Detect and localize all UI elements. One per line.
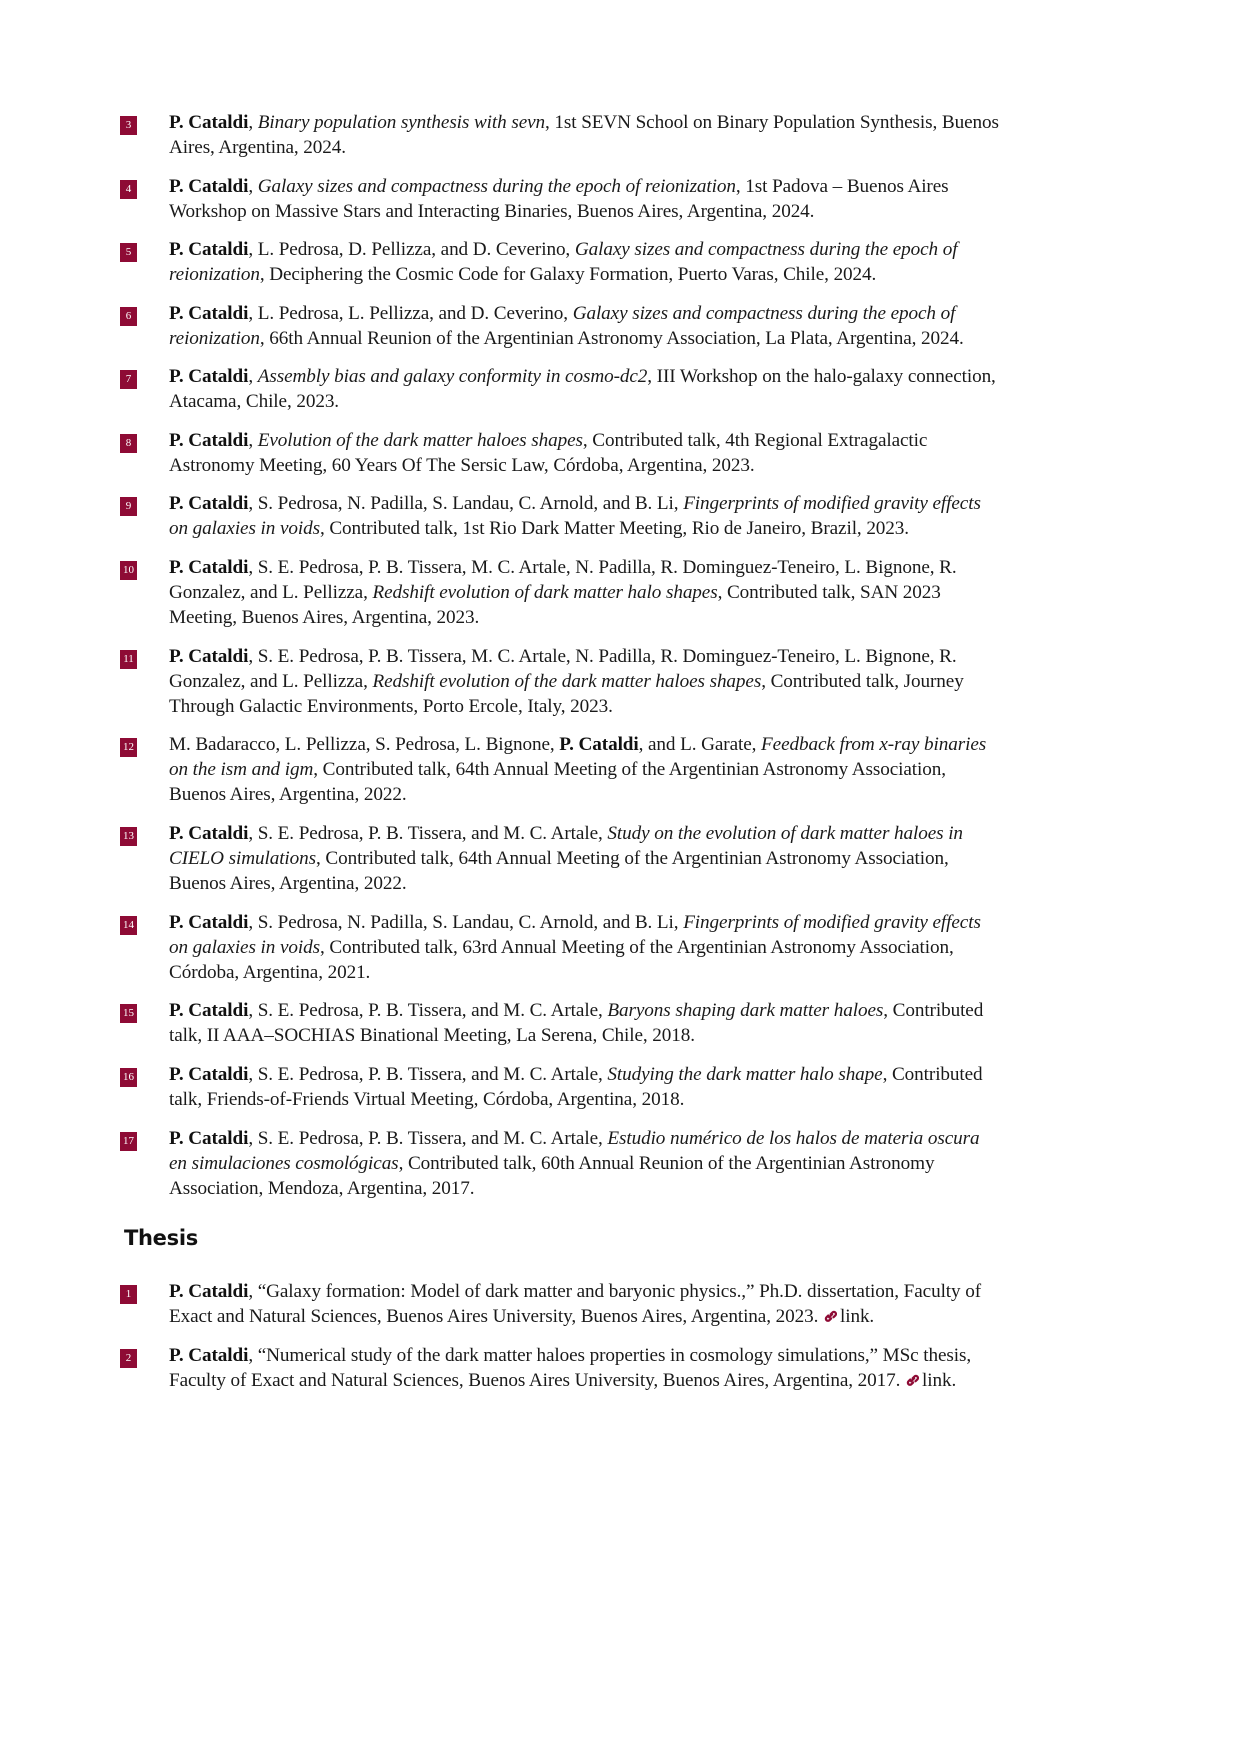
thesis-link-label: link. [839,1306,875,1328]
entry-citation [169,1279,999,1329]
entry-number-badge: 11 [120,650,137,669]
author-highlight: P. Cataldi [169,303,249,324]
coauthors-before: M. Badaracco, L. Pellizza, S. Pedrosa, L. Bignone, [169,734,560,755]
entry-number-badge: 14 [120,916,137,935]
entry-citation [169,732,999,808]
coauthors: , L. Pedrosa, D. Pellizza, and D. Ceverino, [248,239,575,260]
entry-number-badge: 7 [120,370,137,389]
entry-citation [169,644,999,720]
author-highlight: P. Cataldi [169,112,249,133]
coauthors: , S. E. Pedrosa, P. B. Tissera, and M. C. Artale, [248,1128,608,1149]
talk-title: Estudio numérico de los halos de materia oscura en simulaciones cosmológicas [169,1128,980,1175]
link-icon [905,1368,919,1393]
venue-details: , Contributed talk, 60th Annual Reunion of the Argentinian Astronomy Association, Mendoza, Argentina, 2017. [169,1153,935,1200]
venue-details: , Contributed talk, 1st Rio Dark Matter Meeting, Rio de Janeiro, Brazil, 2023. [319,518,909,540]
entry-citation [169,174,999,224]
coauthors: , S. Pedrosa, N. Padilla, S. Landau, C. Arnold, and B. Li, [248,912,684,933]
coauthors: , S. E. Pedrosa, P. B. Tissera, and M. C. Artale, [248,1000,608,1021]
talk-title: Study on the evolution of dark matter haloes in CIELO simulations [169,823,963,870]
author-highlight: P. Cataldi [169,493,249,514]
author-highlight: P. Cataldi [169,1064,249,1085]
entry-number-badge: 1 [120,1285,137,1304]
thesis-details: , “Numerical study of the dark matter haloes properties in cosmology simulations,” MSc thesis, Faculty of Exact and Natural Sciences, Buenos Aires University, Buenos Aires, Argentina, 2017. [169,1345,972,1392]
coauthors: , [248,430,258,451]
entry-citation [169,998,999,1048]
entry-citation [169,364,999,414]
coauthors: , [248,112,258,133]
entry-number-badge: 6 [120,307,137,326]
author-highlight: P. Cataldi [169,239,249,260]
entry-number-badge: 5 [120,243,137,262]
venue-details: , Contributed talk, 64th Annual Meeting of the Argentinian Astronomy Association, Buenos Aires, Argentina, 2022. [169,759,946,806]
author-highlight: P. Cataldi [169,1000,249,1021]
entry-citation [169,821,999,897]
entry-citation [169,428,999,478]
entry-number-badge: 16 [120,1068,137,1087]
talk-title: Galaxy sizes and compactness during the epoch of reionization [257,176,736,197]
author-highlight: P. Cataldi [169,430,249,451]
venue-details: , Contributed talk, SAN 2023 Meeting, Buenos Aires, Argentina, 2023. [169,582,941,629]
venue-details: , Contributed talk, Journey Through Galactic Environments, Porto Ercole, Italy, 2023. [169,671,964,718]
venue-details: , Contributed talk, Friends-of-Friends Virtual Meeting, Córdoba, Argentina, 2018. [169,1064,983,1111]
venue-details: , Contributed talk, II AAA–SOCHIAS Binational Meeting, La Serena, Chile, 2018. [169,1000,984,1047]
coauthors: , S. Pedrosa, N. Padilla, S. Landau, C. Arnold, and B. Li, [248,493,684,514]
coauthors: , S. E. Pedrosa, P. B. Tissera, and M. C. Artale, [248,823,608,844]
entry-number-badge: 13 [120,827,137,846]
entry-number-badge: 4 [120,180,137,199]
author-highlight: P. Cataldi [169,1128,249,1149]
entry-number-badge: 2 [120,1349,137,1368]
entry-citation [169,491,999,541]
author-highlight: P. Cataldi [169,912,249,933]
entry-number-badge: 8 [120,434,137,453]
coauthors: , S. E. Pedrosa, P. B. Tissera, M. C. Artale, N. Padilla, R. Dominguez-Teneiro, L. Bignone, R. Gonzalez, and L. Pellizza, [169,557,957,604]
talk-title: Fingerprints of modified gravity effects on galaxies in voids [169,912,981,959]
thesis-link[interactable] [823,1306,874,1327]
venue-details: , 1st Padova – Buenos Aires Workshop on Massive Stars and Interacting Binaries, Buenos Aires, Argentina, 2024. [169,176,949,223]
venue-details: , Contributed talk, 4th Regional Extragalactic Astronomy Meeting, 60 Years Of The Sersic Law, Córdoba, Argentina, 2023. [169,430,928,477]
author-highlight: P. Cataldi [169,176,249,197]
venue-details: , Contributed talk, 63rd Annual Meeting of the Argentinian Astronomy Association, Córdoba, Argentina, 2021. [169,937,954,984]
coauthors: , S. E. Pedrosa, P. B. Tissera, M. C. Artale, N. Padilla, R. Dominguez-Teneiro, L. Bignone, R. Gonzalez, and L. Pellizza, [169,646,957,693]
entry-citation [169,1126,999,1202]
section-title-thesis: Thesis [124,1226,198,1250]
talk-title: Feedback from x-ray binaries on the ism and igm [169,734,987,781]
talk-title: Binary population synthesis with sevn [257,112,546,133]
coauthors: , and L. Garate, [638,734,762,755]
talk-title: Fingerprints of modified gravity effects on galaxies in voids [169,493,981,540]
entry-number-badge: 17 [120,1132,137,1151]
talk-title: Galaxy sizes and compactness during the epoch of reionization [169,239,958,286]
author-highlight: P. Cataldi [559,734,639,755]
venue-details: , Deciphering the Cosmic Code for Galaxy Formation, Puerto Varas, Chile, 2024. [259,264,877,286]
entry-citation [169,237,999,287]
entry-number-badge: 10 [120,561,137,580]
talk-title: Redshift evolution of the dark matter haloes shapes [372,671,762,693]
talk-title: Baryons shaping dark matter haloes [607,1000,884,1021]
entry-number-badge: 12 [120,738,137,757]
entry-number-badge: 3 [120,116,137,135]
venue-details: , III Workshop on the halo-galaxy connection, Atacama, Chile, 2023. [169,366,996,413]
talk-title: Redshift evolution of dark matter halo shapes [372,582,718,604]
thesis-details: , “Galaxy formation: Model of dark matter and baryonic physics.,” Ph.D. dissertation, Faculty of Exact and Natural Sciences, Buenos Aires University, Buenos Aires, Argentina, 2023. [169,1281,981,1328]
entry-citation [169,555,999,631]
venue-details: , 66th Annual Reunion of the Argentinian Astronomy Association, La Plata, Argentina, 2024. [259,328,964,350]
coauthors: , [248,176,258,197]
author-highlight: P. Cataldi [169,1281,249,1302]
entry-citation [169,910,999,986]
entry-citation [169,1343,999,1393]
thesis-link-label: link. [922,1370,957,1392]
author-highlight: P. Cataldi [169,1345,249,1366]
talk-title: Galaxy sizes and compactness during the epoch of reionization [169,303,956,350]
link-icon [823,1304,837,1329]
author-highlight: P. Cataldi [169,823,249,844]
thesis-link[interactable] [905,1370,956,1391]
author-highlight: P. Cataldi [169,646,249,667]
author-highlight: P. Cataldi [169,557,249,578]
talk-title: Evolution of the dark matter haloes shapes [257,430,583,451]
venue-details: , 1st SEVN School on Binary Population Synthesis, Buenos Aires, Argentina, 2024. [169,112,999,159]
entry-number-badge: 9 [120,497,137,516]
entry-citation [169,1062,999,1112]
venue-details: , Contributed talk, 64th Annual Meeting of the Argentinian Astronomy Association, Buenos Aires, Argentina, 2022. [169,848,949,895]
author-highlight: P. Cataldi [169,366,249,387]
entry-citation [169,301,999,351]
coauthors: , [248,366,258,387]
coauthors: , L. Pedrosa, L. Pellizza, and D. Ceverino, [248,303,573,324]
talk-title: Assembly bias and galaxy conformity in cosmo-dc2 [257,366,648,387]
coauthors: , S. E. Pedrosa, P. B. Tissera, and M. C. Artale, [248,1064,608,1085]
entry-number-badge: 15 [120,1004,137,1023]
entry-citation [169,110,999,160]
talk-title: Studying the dark matter halo shape [607,1064,883,1085]
